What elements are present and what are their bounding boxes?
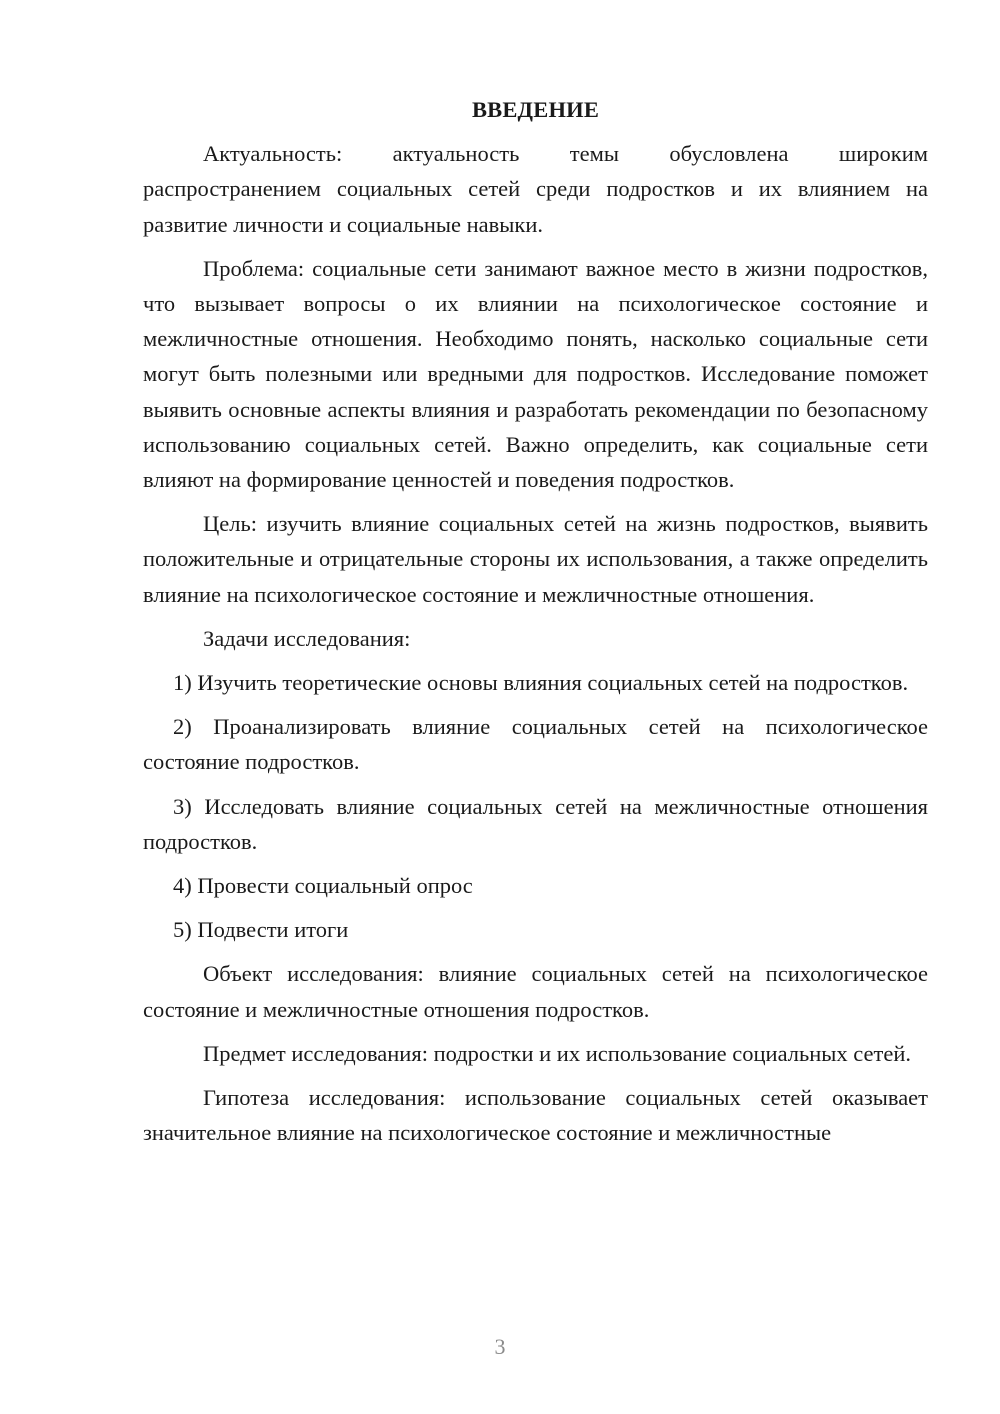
task-item-1: 1) Изучить теоретические основы влияния социальных сетей на подростков. (173, 670, 909, 696)
task-item-3: 3) Исследовать влияние социальных сетей на межличностные отношения подростков. (143, 793, 928, 854)
section-title: ВВЕДЕНИЕ (471, 97, 600, 122)
object-paragraph: Объект исследования: влияние социальных сетей на психологическое состояние и межличностные отношения подростков. (143, 961, 928, 1022)
relevance-paragraph: Актуальность: актуальность темы обусловлена широким распространением социальных сетей среди подростков и их влиянием на развитие личности и социальные навыки. (143, 141, 928, 237)
task-item-4: 4) Провести социальный опрос (173, 873, 473, 899)
page-content (143, 92, 928, 1150)
tasks-heading: Задачи исследования: (203, 625, 411, 651)
hypothesis-paragraph: Гипотеза исследования: использование социальных сетей оказывает значительное влияние на психологическое состояние и межличностные (143, 1085, 928, 1146)
task-item-2: 2) Проанализировать влияние социальных сетей на психологическое состояние подростков. (143, 714, 928, 775)
problem-paragraph: Проблема: социальные сети занимают важное место в жизни подростков, что вызывает вопросы о их влиянии на психологическое состояние и межличностные отношения. Необходимо понять, насколько социальные сети могут быть полезными или вредными для подростков. Исследование поможет выявить основные аспекты влияния и разработать рекомендации по безопасному использованию социальных сетей. Важно определить, как социальные сети влияют на формирование ценностей и поведения подростков. (143, 255, 928, 493)
page-number: 3 (494, 1334, 506, 1359)
goal-paragraph: Цель: изучить влияние социальных сетей на жизнь подростков, выявить положительные и отрицательные стороны их использования, а также определить влияние на психологическое состояние и межличностные отношения. (143, 511, 928, 607)
subject-paragraph: Предмет исследования: подростки и их использование социальных сетей. (203, 1040, 912, 1066)
task-item-5: 5) Подвести итоги (173, 917, 349, 943)
